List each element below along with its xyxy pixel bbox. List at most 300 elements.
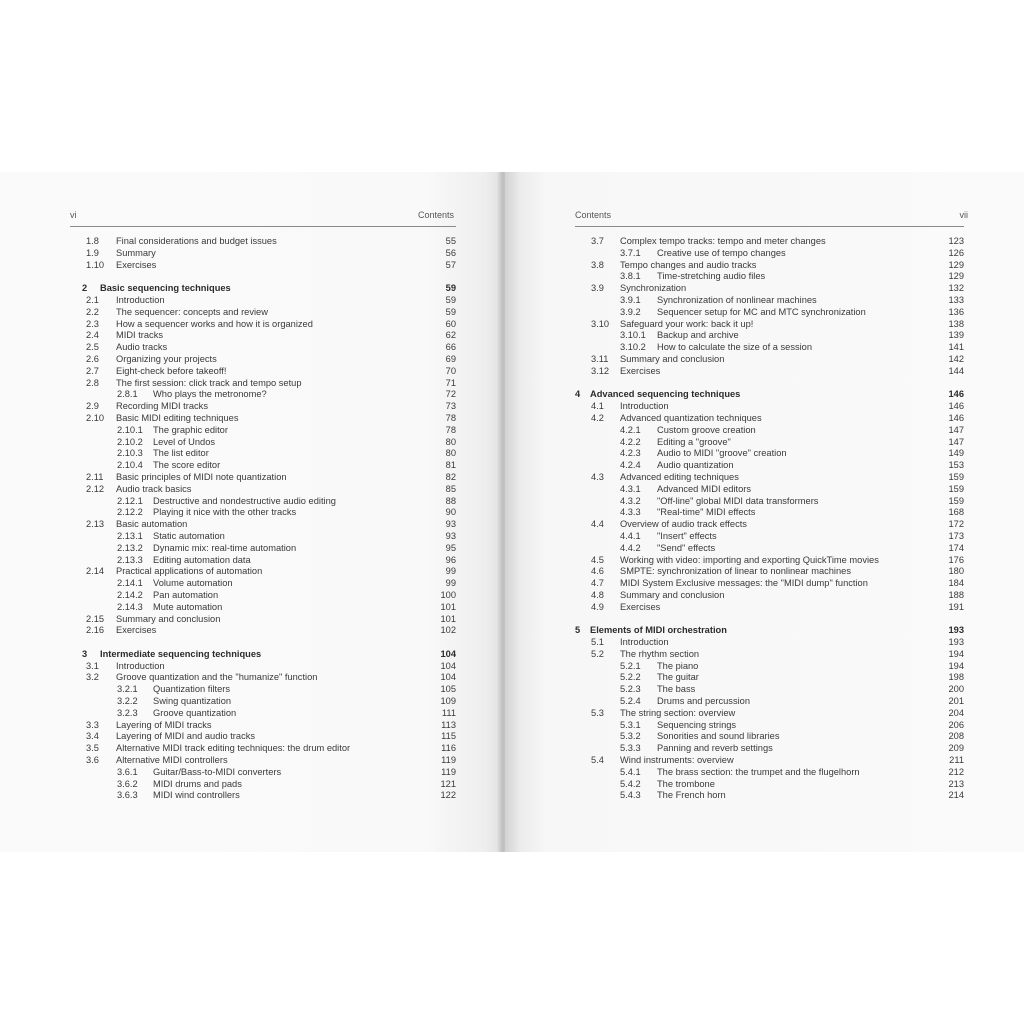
toc-entry-title: Static automation — [153, 530, 225, 541]
toc-entry-page: 104 — [440, 660, 456, 671]
toc-entry — [70, 389, 456, 401]
toc-entry-number: 3.9.1 — [620, 294, 641, 305]
toc-entry-number: 3.9 — [591, 283, 604, 294]
toc-entry-title: Overview of audio track effects — [620, 519, 747, 530]
toc-entry-title: Alternative MIDI controllers — [116, 755, 228, 766]
toc-entry-title: MIDI drums and pads — [153, 778, 242, 789]
toc-entry-number: 4.3 — [591, 471, 604, 482]
toc-entry-title: Complex tempo tracks: tempo and meter changes — [620, 236, 826, 246]
toc-entry-page: 141 — [948, 342, 964, 353]
toc-entry-number: 2 — [82, 283, 88, 294]
toc-entry-title: MIDI System Exclusive messages: the "MIDI dump" function — [620, 578, 868, 589]
toc-entry-title: Practical applications of automation — [116, 566, 263, 577]
toc-entry-number: 2.8 — [86, 377, 99, 388]
book-spread — [0, 172, 1024, 852]
toc-entry-number: 4.1 — [591, 401, 604, 412]
toc-entry — [575, 366, 964, 378]
toc-entry — [575, 790, 964, 802]
toc-entry — [70, 378, 456, 390]
toc-entry-title: Mute automation — [153, 601, 223, 612]
toc-entry-page: 57 — [445, 259, 456, 270]
toc-entry-page: 211 — [949, 755, 964, 766]
toc-entry-page: 95 — [445, 542, 456, 553]
toc-entry-page: 146 — [948, 389, 964, 400]
toc-entry-number: 3.6 — [86, 755, 99, 766]
toc-entry-title: Level of Undos — [153, 436, 216, 447]
toc-entry-number: 5.4.2 — [620, 778, 641, 789]
toc-entry-page: 104 — [440, 672, 456, 683]
toc-entry-number: 2.14 — [86, 566, 105, 577]
toc-entry-title: Drums and percussion — [657, 696, 751, 707]
toc-entry-number: 2.8.1 — [117, 389, 138, 400]
toc-entry-title: "Insert" effects — [657, 530, 717, 541]
toc-entry-number: 2.12.1 — [117, 495, 143, 506]
toc-entry-number: 4.9 — [591, 601, 604, 612]
running-head: Contents — [575, 210, 612, 220]
toc-entry-title: The brass section: the trumpet and the flugelhorn — [657, 766, 860, 777]
toc-entry-number: 3.2.3 — [117, 707, 138, 718]
toc-entry-title: The piano — [657, 660, 699, 671]
toc-entry-page: 132 — [948, 283, 964, 294]
toc-entry-page: 88 — [445, 495, 456, 506]
toc-entry — [575, 519, 964, 531]
toc-entry-number: 5.3.1 — [620, 719, 641, 730]
toc-entry-number: 5.3.3 — [620, 743, 641, 754]
toc-entry-page: 193 — [948, 637, 964, 648]
toc-entry-title: Layering of MIDI and audio tracks — [116, 731, 256, 742]
toc-entry-number: 3.3 — [86, 719, 99, 730]
toc-entry — [70, 248, 456, 260]
toc-entry — [575, 260, 964, 272]
toc-entry-page: 129 — [948, 271, 964, 282]
toc-entry-title: Summary and conclusion — [620, 589, 725, 600]
toc-entry-number: 3.7.1 — [620, 247, 641, 258]
toc-entry-title: Editing automation data — [153, 554, 251, 565]
toc-entry-number: 2.7 — [86, 365, 99, 376]
toc-entry — [575, 566, 964, 578]
toc-entry-title: Introduction — [620, 637, 669, 648]
toc-entry-title: Time-stretching audio files — [657, 271, 766, 282]
toc-entry — [575, 602, 964, 614]
toc-entry-number: 2.16 — [86, 625, 105, 636]
left-page — [0, 172, 500, 852]
toc-entry-page: 172 — [948, 519, 964, 530]
toc-entry-title: Summary — [116, 247, 156, 258]
toc-entry — [575, 496, 964, 508]
toc-entry-page: 70 — [445, 365, 456, 376]
toc-entry-title: Introduction — [116, 294, 165, 305]
toc-entry — [575, 437, 964, 449]
toc-entry-number: 2.15 — [86, 613, 105, 624]
toc-entry-page: 188 — [948, 589, 964, 600]
toc-entry — [575, 472, 964, 484]
toc-entry-number: 4.5 — [591, 554, 604, 565]
toc-entry-page: 99 — [445, 566, 456, 577]
toc-entry-number: 3.9.2 — [620, 306, 641, 317]
toc-entry-number: 2.10.1 — [117, 424, 143, 435]
toc-entry-number: 4.2.3 — [620, 448, 641, 459]
toc-entry — [70, 307, 456, 319]
toc-entry — [70, 472, 456, 484]
toc-entry-title: SMPTE: synchronization of linear to nonlinear machines — [620, 566, 851, 577]
toc-entry-number: 2.3 — [86, 318, 99, 329]
toc-entry-page: 159 — [948, 495, 964, 506]
toc-entry-title: Introduction — [620, 401, 669, 412]
toc-entry-page: 66 — [445, 342, 456, 353]
toc-entry-number: 4.4 — [591, 519, 604, 530]
toc-entry-page: 62 — [445, 330, 456, 341]
toc-entry-title: Groove quantization and the "humanize" function — [116, 672, 318, 683]
toc-entry — [70, 460, 456, 472]
toc-entry — [70, 366, 456, 378]
toc-entry-title: Sequencer setup for MC and MTC synchronization — [657, 306, 866, 317]
toc-entry-title: Alternative MIDI track editing techniques: the drum editor — [116, 743, 351, 754]
toc-entry-page: 59 — [445, 306, 456, 317]
toc-entry-page: 193 — [948, 625, 964, 636]
toc-entry-number: 4.3.2 — [620, 495, 641, 506]
toc-entry-title: Elements of MIDI orchestration — [590, 625, 727, 636]
toc-entry-number: 3.10 — [591, 318, 610, 329]
toc-entry-number: 3 — [82, 648, 88, 659]
toc-entry — [575, 731, 964, 743]
toc-entry-page: 56 — [445, 247, 456, 258]
toc-entry-title: Summary and conclusion — [116, 613, 221, 624]
toc-entry — [575, 755, 964, 767]
toc-entry — [575, 448, 964, 460]
toc-entry-number: 2.10.4 — [117, 460, 143, 471]
toc-entry-title: Organizing your projects — [116, 353, 217, 364]
toc-entry-number: 4.4.2 — [620, 542, 641, 553]
toc-entry — [575, 661, 964, 673]
toc-entry — [70, 696, 456, 708]
toc-entry-page: 69 — [445, 353, 456, 364]
toc-entry — [70, 767, 456, 779]
toc-entry — [575, 779, 964, 791]
toc-entry-title: Creative use of tempo changes — [657, 247, 786, 258]
toc-entry-title: Pan automation — [153, 589, 219, 600]
toc-entry-title: The graphic editor — [153, 424, 228, 435]
toc-entry — [70, 342, 456, 354]
toc-entry-page: 122 — [440, 790, 456, 801]
toc-entry — [575, 649, 964, 661]
toc-entry-number: 2.14.3 — [117, 601, 143, 612]
toc-entry-page: 85 — [445, 483, 456, 494]
toc-entry — [575, 319, 964, 331]
toc-entry-number: 2.14.1 — [117, 578, 143, 589]
toc-entry-page: 104 — [440, 648, 456, 659]
toc-entry-page: 212 — [948, 766, 964, 777]
toc-entry-number: 4.6 — [591, 566, 604, 577]
toc-entry — [70, 602, 456, 614]
toc-entry-title: Synchronization — [620, 283, 687, 294]
toc-entry-title: "Off-line" global MIDI data transformers — [657, 495, 819, 506]
toc-entry-number: 3.6.3 — [117, 790, 138, 801]
toc-entry — [70, 354, 456, 366]
toc-entry — [70, 661, 456, 673]
toc-entry — [70, 330, 456, 342]
toc-entry-title: Sequencing strings — [657, 719, 737, 730]
toc-entry-page: 119 — [441, 766, 456, 777]
toc-entry-number: 4.3.3 — [620, 507, 641, 518]
toc-entry-number: 1.8 — [86, 236, 99, 246]
toc-entry — [575, 507, 964, 519]
toc-entry-title: The list editor — [153, 448, 209, 459]
toc-entry-number: 5 — [575, 625, 581, 636]
toc-entry — [70, 625, 456, 637]
toc-entry — [575, 460, 964, 472]
toc-entry-page: 173 — [948, 530, 964, 541]
toc-entry-title: Introduction — [116, 660, 165, 671]
toc-entry — [70, 519, 456, 531]
toc-entry-title: Summary and conclusion — [620, 353, 725, 364]
toc-entry-number: 4 — [575, 389, 581, 400]
toc-entry-number: 3.6.1 — [117, 766, 138, 777]
toc-entry-page: 116 — [441, 743, 456, 754]
toc-entry-number: 5.2.2 — [620, 672, 641, 683]
toc-entry-title: Exercises — [620, 365, 661, 376]
toc-entry-title: Playing it nice with the other tracks — [153, 507, 297, 518]
toc-entry — [70, 531, 456, 543]
toc-entry — [575, 248, 964, 260]
toc-entry-number: 3.7 — [591, 236, 604, 246]
toc-entry-title: The French horn — [657, 790, 726, 801]
toc-entry — [575, 672, 964, 684]
toc-entry-title: Backup and archive — [657, 330, 739, 341]
toc-entry-page: 133 — [948, 294, 964, 305]
toc-entry-page: 119 — [441, 755, 456, 766]
toc-entry-title: Basic automation — [116, 519, 188, 530]
toc-entry-number: 2.12 — [86, 483, 105, 494]
toc-entry-page: 194 — [948, 648, 964, 659]
page-folio: vi — [70, 210, 77, 220]
toc-entry — [70, 413, 456, 425]
toc-entry-number: 2.1 — [86, 294, 99, 305]
toc-list-right — [575, 236, 964, 802]
toc-entry-page: 159 — [948, 471, 964, 482]
toc-entry-page: 80 — [445, 448, 456, 459]
toc-entry-page: 101 — [440, 613, 456, 624]
toc-entry-number: 3.5 — [86, 743, 99, 754]
toc-entry-number: 2.13.1 — [117, 530, 143, 541]
toc-entry-number: 2.6 — [86, 353, 99, 364]
toc-entry-page: 59 — [445, 283, 456, 294]
toc-entry-number: 3.6.2 — [117, 778, 138, 789]
toc-entry — [575, 743, 964, 755]
toc-entry-title: Eight-check before takeoff! — [116, 365, 227, 376]
toc-entry — [575, 283, 964, 295]
toc-entry-title: Layering of MIDI tracks — [116, 719, 212, 730]
toc-entry-number: 3.2.1 — [117, 684, 138, 695]
toc-entry-page: 93 — [445, 519, 456, 530]
toc-entry — [575, 401, 964, 413]
toc-entry-page: 73 — [445, 401, 456, 412]
toc-entry-page: 198 — [948, 672, 964, 683]
page-folio: vii — [959, 210, 968, 220]
toc-entry-page: 176 — [948, 554, 964, 565]
toc-entry-title: How a sequencer works and how it is organized — [116, 318, 313, 329]
toc-entry — [575, 413, 964, 425]
toc-entry — [575, 767, 964, 779]
toc-entry-number: 2.10.2 — [117, 436, 143, 447]
toc-entry — [575, 684, 964, 696]
toc-entry-page: 123 — [948, 236, 964, 246]
toc-entry — [575, 543, 964, 555]
toc-entry-page: 147 — [948, 436, 964, 447]
toc-entry-title: The sequencer: concepts and review — [116, 306, 268, 317]
toc-entry — [70, 708, 456, 720]
toc-entry-page: 115 — [441, 731, 456, 742]
toc-entry-page: 90 — [445, 507, 456, 518]
toc-entry-page: 168 — [948, 507, 964, 518]
toc-entry-title: Groove quantization — [153, 707, 237, 718]
toc-entry — [70, 684, 456, 696]
toc-entry-title: Final considerations and budget issues — [116, 236, 277, 246]
toc-entry — [575, 330, 964, 342]
toc-entry-title: Safeguard your work: back it up! — [620, 318, 754, 329]
toc-entry-number: 2.2 — [86, 306, 99, 317]
toc-entry-number: 5.3 — [591, 707, 604, 718]
toc-entry-page: 100 — [440, 589, 456, 600]
toc-entry-title: Synchronization of nonlinear machines — [657, 294, 817, 305]
toc-entry-number: 2.14.2 — [117, 589, 143, 600]
toc-entry-title: The trombone — [657, 778, 715, 789]
toc-entry-number: 5.2.1 — [620, 660, 641, 671]
toc-entry-number: 2.11 — [86, 471, 104, 482]
toc-entry-title: Guitar/Bass-to-MIDI converters — [153, 766, 282, 777]
toc-entry — [575, 708, 964, 720]
toc-entry — [575, 271, 964, 283]
toc-entry — [70, 295, 456, 307]
toc-entry — [575, 295, 964, 307]
toc-entry — [575, 555, 964, 567]
toc-entry-page: 111 — [441, 707, 456, 718]
toc-entry-number: 4.2.1 — [620, 424, 641, 435]
toc-entry-page: 101 — [440, 601, 456, 612]
toc-entry-page: 180 — [948, 566, 964, 577]
toc-list-left — [70, 236, 456, 802]
toc-entry-title: Working with video: importing and exporting QuickTime movies — [620, 554, 879, 565]
toc-entry-page: 102 — [440, 625, 456, 636]
toc-entry-page: 96 — [445, 554, 456, 565]
toc-entry — [70, 425, 456, 437]
toc-entry — [70, 401, 456, 413]
toc-entry-page: 81 — [445, 460, 456, 471]
toc-entry — [575, 696, 964, 708]
toc-entry-page: 126 — [948, 247, 964, 258]
toc-entry-number: 2.13 — [86, 519, 105, 530]
toc-entry-page: 146 — [948, 412, 964, 423]
toc-entry-number: 5.1 — [591, 637, 604, 648]
toc-entry — [575, 236, 964, 248]
toc-entry-page: 159 — [948, 483, 964, 494]
toc-entry — [575, 354, 964, 366]
toc-entry-page: 200 — [948, 684, 964, 695]
toc-entry-title: Advanced editing techniques — [620, 471, 739, 482]
toc-entry-page: 82 — [445, 471, 456, 482]
toc-entry-page: 78 — [445, 424, 456, 435]
toc-entry-number: 2.13.3 — [117, 554, 143, 565]
toc-entry-page: 191 — [948, 601, 964, 612]
toc-entry-number: 2.12.2 — [117, 507, 143, 518]
toc-entry-number: 3.12 — [591, 365, 610, 376]
toc-entry-page: 214 — [948, 790, 964, 801]
toc-entry — [70, 448, 456, 460]
toc-entry-page: 144 — [948, 365, 964, 376]
toc-entry-number: 2.13.2 — [117, 542, 143, 553]
toc-entry-title: Panning and reverb settings — [657, 743, 773, 754]
toc-entry — [575, 307, 964, 319]
toc-entry — [70, 731, 456, 743]
toc-entry — [70, 319, 456, 331]
toc-entry-title: "Real-time" MIDI effects — [657, 507, 756, 518]
toc-entry-page: 105 — [440, 684, 456, 695]
toc-entry-page: 147 — [948, 424, 964, 435]
toc-entry-page: 109 — [440, 696, 456, 707]
toc-entry-number: 2.4 — [86, 330, 99, 341]
toc-entry-title: Editing a "groove" — [657, 436, 731, 447]
toc-entry-number: 4.7 — [591, 578, 604, 589]
toc-entry-title: Audio tracks — [116, 342, 168, 353]
toc-entry-page: 142 — [948, 353, 964, 364]
toc-entry-number: 3.8 — [591, 259, 604, 270]
toc-entry-number: 3.8.1 — [620, 271, 641, 282]
toc-entry — [575, 590, 964, 602]
toc-entry-page: 208 — [948, 731, 964, 742]
toc-entry-title: Custom groove creation — [657, 424, 756, 435]
toc-entry — [575, 578, 964, 590]
toc-entry-title: Basic MIDI editing techniques — [116, 412, 239, 423]
toc-entry-page: 136 — [948, 306, 964, 317]
toc-entry-page: 184 — [948, 578, 964, 589]
toc-entry — [70, 672, 456, 684]
toc-entry-page: 60 — [445, 318, 456, 329]
toc-entry-page: 55 — [445, 236, 456, 246]
toc-chapter-entry — [575, 389, 964, 401]
right-page — [505, 172, 1024, 852]
toc-entry-number: 2.5 — [86, 342, 99, 353]
toc-entry — [70, 614, 456, 626]
toc-entry — [70, 555, 456, 567]
toc-entry — [575, 484, 964, 496]
toc-entry-title: The guitar — [657, 672, 699, 683]
toc-entry-page: 72 — [445, 389, 456, 400]
toc-entry — [70, 578, 456, 590]
toc-entry — [575, 425, 964, 437]
toc-entry-title: Swing quantization — [153, 696, 232, 707]
toc-entry-number: 3.11 — [591, 353, 609, 364]
toc-entry-number: 4.3.1 — [620, 483, 641, 494]
toc-entry-title: Volume automation — [153, 578, 233, 589]
toc-entry — [575, 637, 964, 649]
toc-entry-page: 174 — [948, 542, 964, 553]
toc-entry — [70, 755, 456, 767]
toc-entry-title: "Send" effects — [657, 542, 716, 553]
toc-entry-page: 149 — [948, 448, 964, 459]
toc-chapter-entry — [70, 283, 456, 295]
toc-entry-page: 206 — [948, 719, 964, 730]
toc-entry — [70, 743, 456, 755]
toc-entry — [70, 236, 456, 248]
toc-entry — [70, 720, 456, 732]
toc-entry — [70, 779, 456, 791]
toc-entry-page: 204 — [948, 707, 964, 718]
toc-entry-number: 2.10.3 — [117, 448, 143, 459]
toc-entry-number: 3.10.2 — [620, 342, 646, 353]
toc-entry-number: 1.10 — [86, 259, 105, 270]
toc-entry-page: 139 — [948, 330, 964, 341]
toc-entry-number: 4.2.2 — [620, 436, 641, 447]
toc-entry-title: Dynamic mix: real-time automation — [153, 542, 297, 553]
